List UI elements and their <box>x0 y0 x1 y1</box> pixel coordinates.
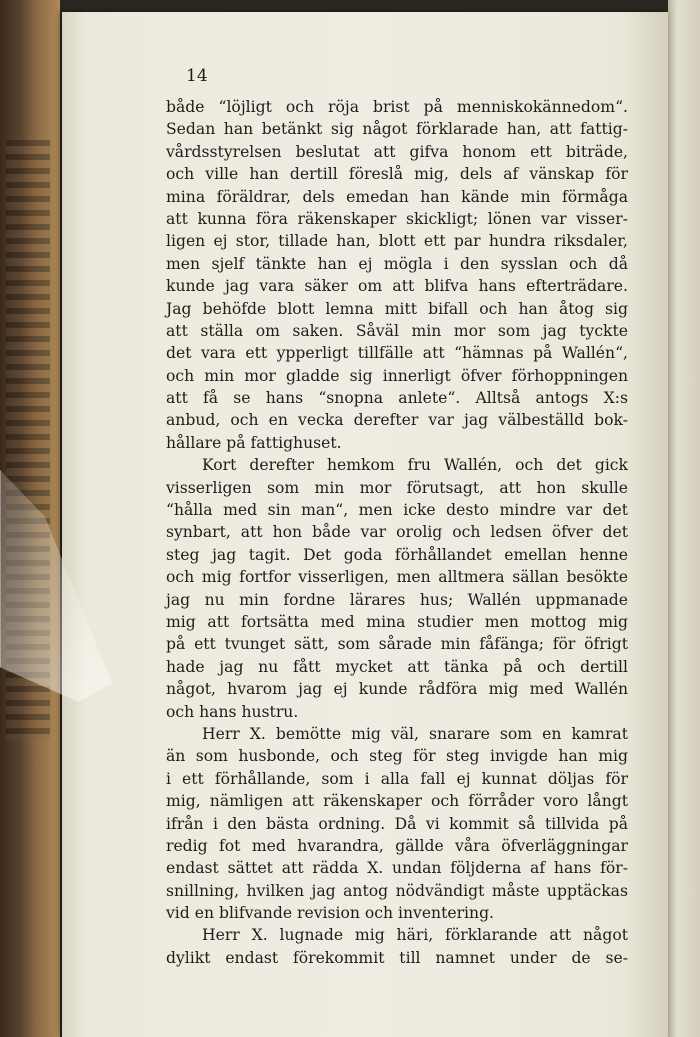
text-line: men sjelf tänkte han ej mögla i den sysslan och då <box>166 254 628 273</box>
text-line: visserligen som min mor förutsagt, att hon skulle <box>166 478 628 497</box>
text-line: synbart, att hon både var orolig och ledsen öfver det <box>166 523 628 542</box>
text-line: “hålla med sin man“, men icke desto mindre var det <box>166 501 628 520</box>
text-line: ifrån i den bästa ordning. Då vi kommit så tillvida på <box>166 814 628 833</box>
text-line: och ville han dertill föreslå mig, dels af vänskap för <box>166 165 628 184</box>
text-line: mig, nämligen att räkenskaper och förråder voro långt <box>166 792 628 811</box>
text-line: Sedan han betänkt sig något förklarade han, att fattig- <box>166 120 628 139</box>
text-line: vid en blifvande revision och inventering. <box>166 904 495 923</box>
text-line: något, hvarom jag ej kunde rådföra mig med Wallén <box>166 680 628 699</box>
text-line: Jag behöfde blott lemna mitt bifall och han åtog sig <box>166 299 628 318</box>
text-line: endast sättet att rädda X. undan följderna af hans för- <box>166 859 628 878</box>
text-line: att kunna föra räkenskaper skickligt; lönen var visser- <box>166 209 628 228</box>
text-line: att få se hans “snopna anlete“. Alltså antogs X:s <box>166 389 628 408</box>
text-line: Herr X. lugnade mig häri, förklarande att något <box>202 926 628 945</box>
next-page-edge <box>668 0 700 1037</box>
text-line: Kort derefter hemkom fru Wallén, och det gick <box>202 456 628 475</box>
text-line: både “löjligt och röja brist på menniskokännedom“. <box>166 98 628 116</box>
page-number: 14 <box>186 66 208 86</box>
text-line: och hans hustru. <box>166 702 299 721</box>
text-line: det vara ett ypperligt tillfälle att “hämnas på Wallén“, <box>166 344 628 363</box>
text-line: ligen ej stor, tillade han, blott ett par hundra riksdaler, <box>166 232 628 251</box>
text-line: mina föräldrar, dels emedan han kände min förmåga <box>166 187 628 206</box>
text-line: dylikt endast förekommit till namnet under de se- <box>166 948 628 967</box>
text-line: anbud, och en vecka derefter var jag välbeställd bok- <box>166 411 628 430</box>
text-line: i ett förhållande, som i alla fall ej kunnat döljas för <box>166 769 628 788</box>
text-line: steg jag tagit. Det goda förhållandet emellan henne <box>166 545 628 564</box>
text-line: vårdsstyrelsen beslutat att gifva honom ett biträde, <box>166 142 628 161</box>
text-line: på ett tvunget sätt, som sårade min fåfänga; för öfrigt <box>166 635 628 654</box>
text-line: hållare på fattighuset. <box>166 433 342 452</box>
text-line: än som husbonde, och steg för steg invigde han mig <box>166 747 628 766</box>
text-line: och mig fortfor visserligen, men alltmera sällan besökte <box>166 568 628 587</box>
text-line: hade jag nu fått mycket att tänka på och dertill <box>166 657 628 676</box>
text-line: kunde jag vara säker om att blifva hans efterträdare. <box>166 277 628 296</box>
text-line: Herr X. bemötte mig väl, snarare som en kamrat <box>202 724 628 743</box>
body-text <box>166 96 628 969</box>
text-line: redig fot med hvarandra, gällde våra öfverläggningar <box>166 836 628 855</box>
text-line: att ställa om saken. Såväl min mor som jag tyckte <box>166 321 628 340</box>
text-line: jag nu min fordne lärares hus; Wallén uppmanade <box>166 590 628 609</box>
text-line: mig att fortsätta med mina studier men mottog mig <box>166 612 628 631</box>
text-line: snillning, hvilken jag antog nödvändigt måste upptäckas <box>166 881 628 900</box>
text-line: och min mor gladde sig innerligt öfver förhoppningen <box>166 366 628 385</box>
